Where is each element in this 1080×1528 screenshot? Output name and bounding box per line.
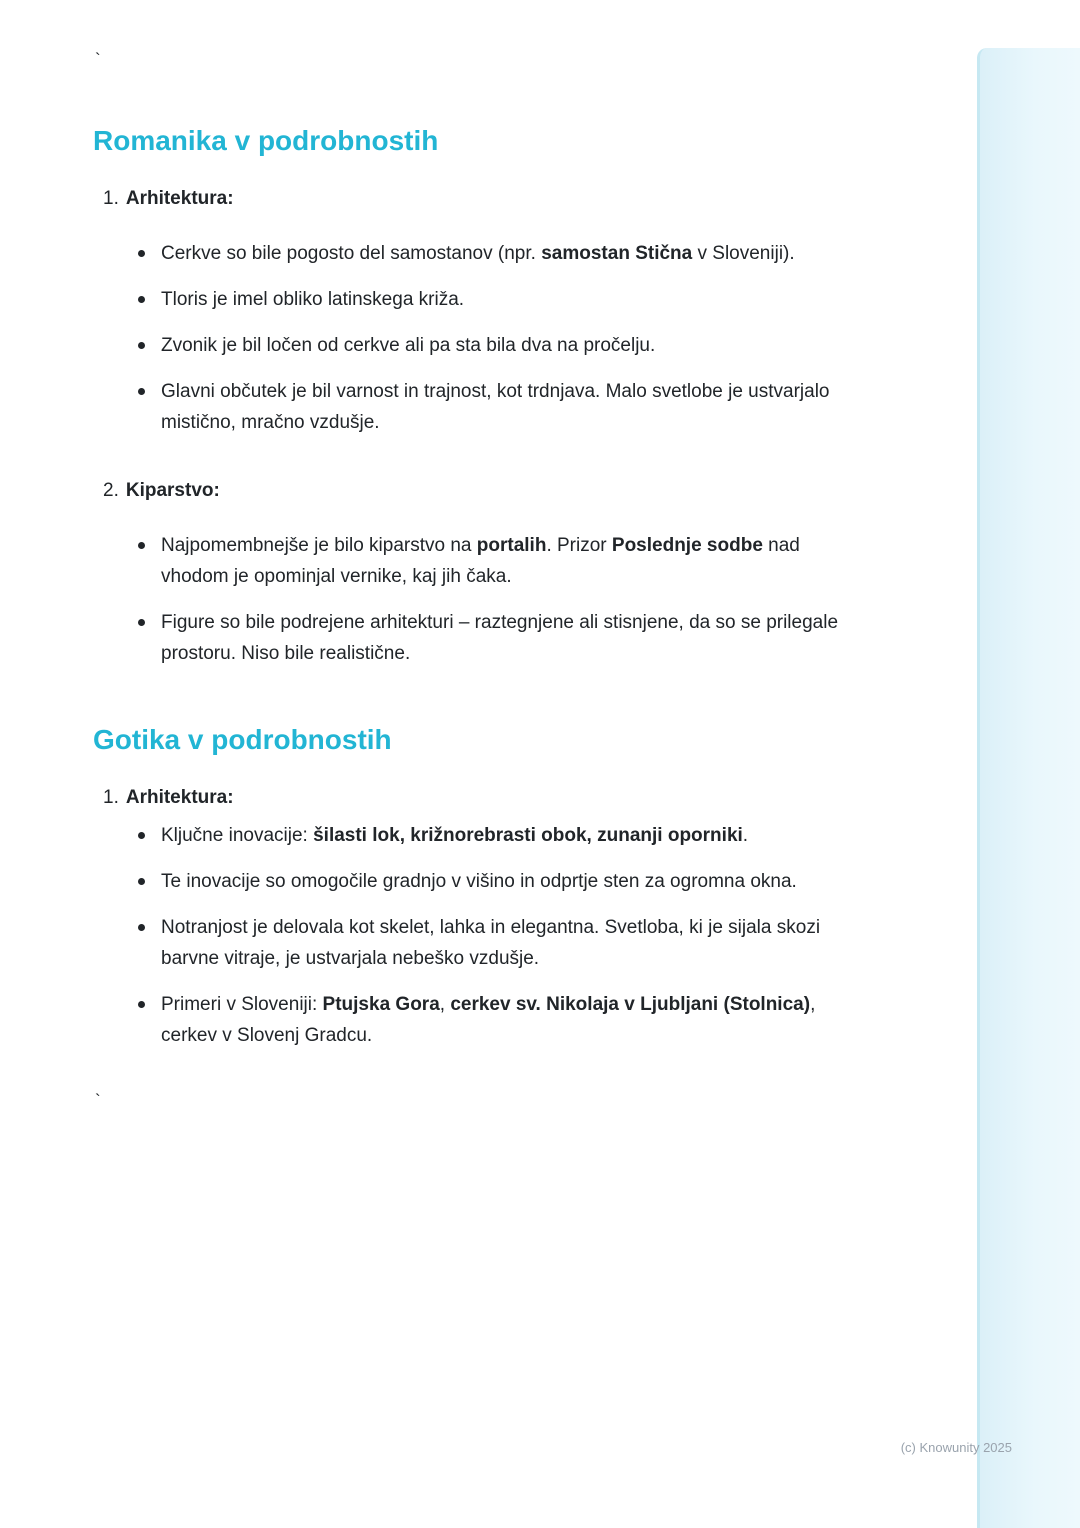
section-heading: Romanika v podrobnostih [93,125,439,156]
sections-container [93,124,863,1051]
bullet-list [93,238,863,438]
stray-backtick-top: ` [95,50,101,69]
bullet-icon [138,296,145,303]
bullet-icon [138,1001,145,1008]
text-segment: Figure so bile podrejene arhitekturi – raztegnjene ali stisnjene, da so se prilegale prostoru. Niso bile realistične. [161,612,839,664]
bold-text-segment: Ptujska Gora [322,994,440,1015]
text-segment: , [439,994,451,1015]
numbered-item [93,478,863,669]
bullet-item [138,238,863,269]
item-title: Arhitektura: [125,787,234,808]
bold-text-segment: samostan Stična [541,243,693,264]
item-title: Kiparstvo: [125,480,220,501]
section [93,124,863,669]
bullet-list [93,820,863,1051]
text-segment: v Sloveniji). [692,243,795,264]
text-segment: . Prizor [546,535,612,556]
bullet-item [138,530,863,592]
bullet-text [161,820,863,851]
text-segment: , cerkev v Slovenj Gradcu. [161,994,816,1046]
section-heading: Gotika v podrobnostih [93,724,392,755]
numbered-item-head [103,478,863,504]
document-body [93,50,863,1111]
bullet-icon [138,832,145,839]
text-segment: Tloris je imel obliko latinskega križa. [161,289,465,310]
numbered-item-head [103,785,863,811]
bold-text-segment: Poslednje sodbe [611,535,763,556]
bullet-item [138,820,863,851]
bullet-text [161,866,863,897]
bullet-icon [138,388,145,395]
stray-backtick-bottom: ` [95,1091,101,1110]
bold-text-segment: portalih [476,535,547,556]
watermark: (c) Knowunity 2025 [900,1440,1012,1455]
text-segment: Notranjost je delovala kot skelet, lahka in elegantna. Svetloba, ki je sijala skozi barvne vitraje, je ustvarjala nebeško vzdušje. [161,917,821,969]
bullet-item [138,989,863,1051]
text-segment: Najpomembnejše je bilo kiparstvo na [161,535,477,556]
bullet-icon [138,878,145,885]
bullet-text [161,607,863,669]
page-edge-stripe [977,48,1080,1528]
numbered-item [93,785,863,1051]
bullet-text [161,284,863,315]
section [93,723,863,1051]
bullet-item [138,912,863,974]
item-number: 1. [103,188,119,209]
bullet-item [138,284,863,315]
bullet-text [161,989,863,1051]
bullet-text [161,912,863,974]
bullet-text [161,376,863,438]
bullet-item [138,607,863,669]
bold-text-segment: cerkev sv. Nikolaja v Ljubljani (Stolnica) [450,994,811,1015]
numbered-item [93,186,863,438]
text-segment: Primeri v Sloveniji: [161,994,323,1015]
bullet-text [161,530,863,592]
text-segment: nad vhodom je opominjal vernike, kaj jih čaka. [161,535,800,587]
item-number: 1. [103,787,119,808]
bullet-text [161,238,863,269]
bullet-icon [138,342,145,349]
bold-text-segment: šilasti lok, križnorebrasti obok, zunanji oporniki [313,825,743,846]
bullet-icon [138,924,145,931]
text-segment: Glavni občutek je bil varnost in trajnost, kot trdnjava. Malo svetlobe je ustvarjalo mistično, mračno vzdušje. [161,381,830,433]
bullet-item [138,330,863,361]
bullet-item [138,866,863,897]
bullet-icon [138,542,145,549]
item-number: 2. [103,480,119,501]
numbered-item-head [103,186,863,212]
item-title: Arhitektura: [125,188,234,209]
bullet-list [93,530,863,669]
text-segment: Zvonik je bil ločen od cerkve ali pa sta bila dva na pročelju. [161,335,656,356]
text-segment: . [742,825,749,846]
text-segment: Te inovacije so omogočile gradnjo v višino in odprtje sten za ogromna okna. [161,871,797,892]
text-segment: Ključne inovacije: [161,825,314,846]
bullet-icon [138,619,145,626]
bullet-item [138,376,863,438]
bullet-text [161,330,863,361]
bullet-icon [138,250,145,257]
text-segment: Cerkve so bile pogosto del samostanov (npr. [161,243,542,264]
